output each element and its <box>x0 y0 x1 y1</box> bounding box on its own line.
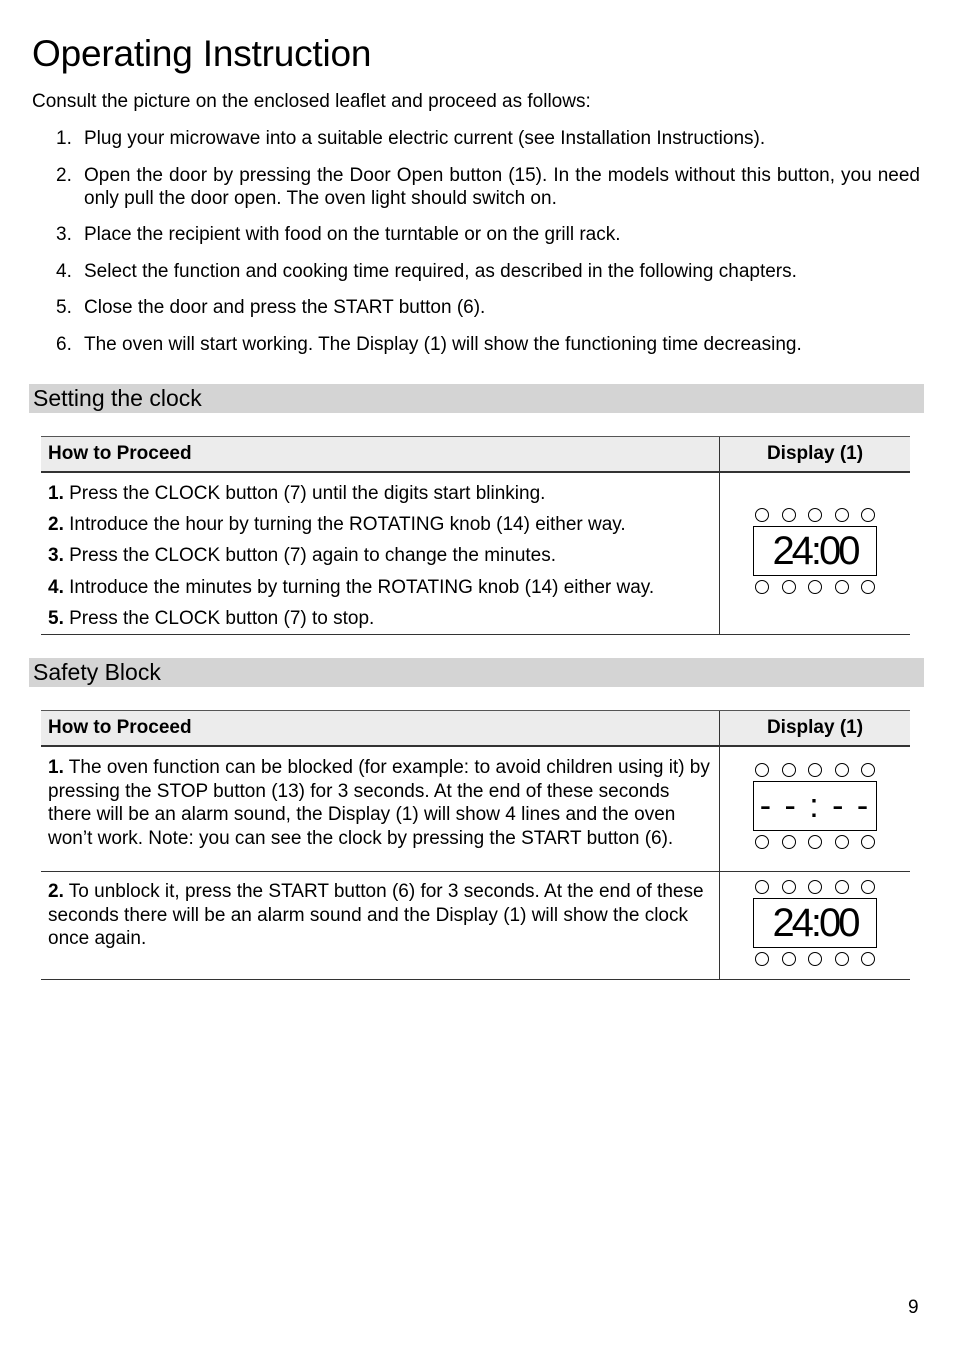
list-item <box>32 164 920 210</box>
clock-step: 1. Press the CLOCK button (7) until the digits start blinking. <box>48 483 546 504</box>
clock-step: 3. Press the CLOCK button (7) again to change the minutes. <box>48 545 557 567</box>
table-row <box>41 746 910 872</box>
display-illustration <box>753 880 877 966</box>
step-text: Close the door and press the START button (6). <box>84 297 486 319</box>
display-illustration <box>753 508 877 594</box>
column-header-how-to-proceed: How to Proceed <box>41 711 720 747</box>
display-screen: 24:00 <box>753 898 877 948</box>
list-item <box>32 296 920 319</box>
clock-step: 4. Introduce the minutes by turning the ROTATING knob (14) either way. <box>48 576 655 598</box>
display-screen: 24:00 <box>753 526 877 576</box>
step-number: 4. <box>56 260 72 282</box>
safety-procedure-table <box>41 710 910 980</box>
display-cell <box>720 472 911 635</box>
indicator-dots-bottom <box>753 952 877 966</box>
indicator-dots-top <box>753 763 877 777</box>
page-number: 9 <box>908 1297 919 1318</box>
indicator-dots-bottom <box>753 580 877 594</box>
indicator-dots-top <box>753 508 877 522</box>
display-cell <box>720 872 911 980</box>
list-item <box>32 333 920 356</box>
table-row <box>41 472 910 635</box>
list-item <box>32 223 920 246</box>
intro-text: Consult the picture on the enclosed leaflet and proceed as follows: <box>32 91 591 112</box>
column-header-display: Display (1) <box>720 711 911 747</box>
display-illustration <box>753 763 877 849</box>
section-header-setting-clock: Setting the clock <box>29 384 924 413</box>
table-row <box>41 872 910 980</box>
clock-step: 5. Press the CLOCK button (7) to stop. <box>48 607 375 629</box>
section-header-safety-block: Safety Block <box>29 658 924 687</box>
display-screen: - - : - - <box>753 781 877 831</box>
operating-steps-list <box>32 127 920 370</box>
step-text: The oven will start working. The Display (1) will show the functioning time decreasing. <box>84 333 802 355</box>
safety-step-cell: 2. To unblock it, press the START button (6) for 3 seconds. At the end of these seconds there will be an alarm sound and the Display (1) will show the clock once again. <box>41 872 720 980</box>
list-item <box>32 127 920 150</box>
step-text: Open the door by pressing the Door Open button (15). In the models without this button, you need only pull the door open. The oven light should switch on. <box>84 164 920 209</box>
clock-step: 2. Introduce the hour by turning the ROTATING knob (14) either way. <box>48 514 626 536</box>
column-header-display: Display (1) <box>720 437 911 473</box>
step-number: 2. <box>56 164 72 186</box>
safety-step-cell: 1. The oven function can be blocked (for example: to avoid children using it) by pressing the STOP button (13) for 3 seconds. At the end of these seconds there will be an alarm sound, the Display (1) will show 4 lines and the oven won’t work. Note: you can see the clock by pressing the START button (6). <box>41 746 720 872</box>
step-number: 5. <box>56 297 72 319</box>
list-item <box>32 260 920 283</box>
clock-procedure-table <box>41 436 910 635</box>
column-header-how-to-proceed: How to Proceed <box>41 437 720 473</box>
page-title: Operating Instruction <box>32 33 372 74</box>
step-number: 6. <box>56 333 72 355</box>
indicator-dots-bottom <box>753 835 877 849</box>
step-number: 3. <box>56 224 72 246</box>
step-number: 1. <box>56 128 72 149</box>
step-text: Select the function and cooking time required, as described in the following chapters. <box>84 260 797 282</box>
step-text: Plug your microwave into a suitable electric current (see Installation Instructions). <box>84 128 766 149</box>
clock-steps-cell <box>41 472 720 635</box>
display-cell <box>720 746 911 872</box>
step-text: Place the recipient with food on the turntable or on the grill rack. <box>84 224 621 246</box>
indicator-dots-top <box>753 880 877 894</box>
